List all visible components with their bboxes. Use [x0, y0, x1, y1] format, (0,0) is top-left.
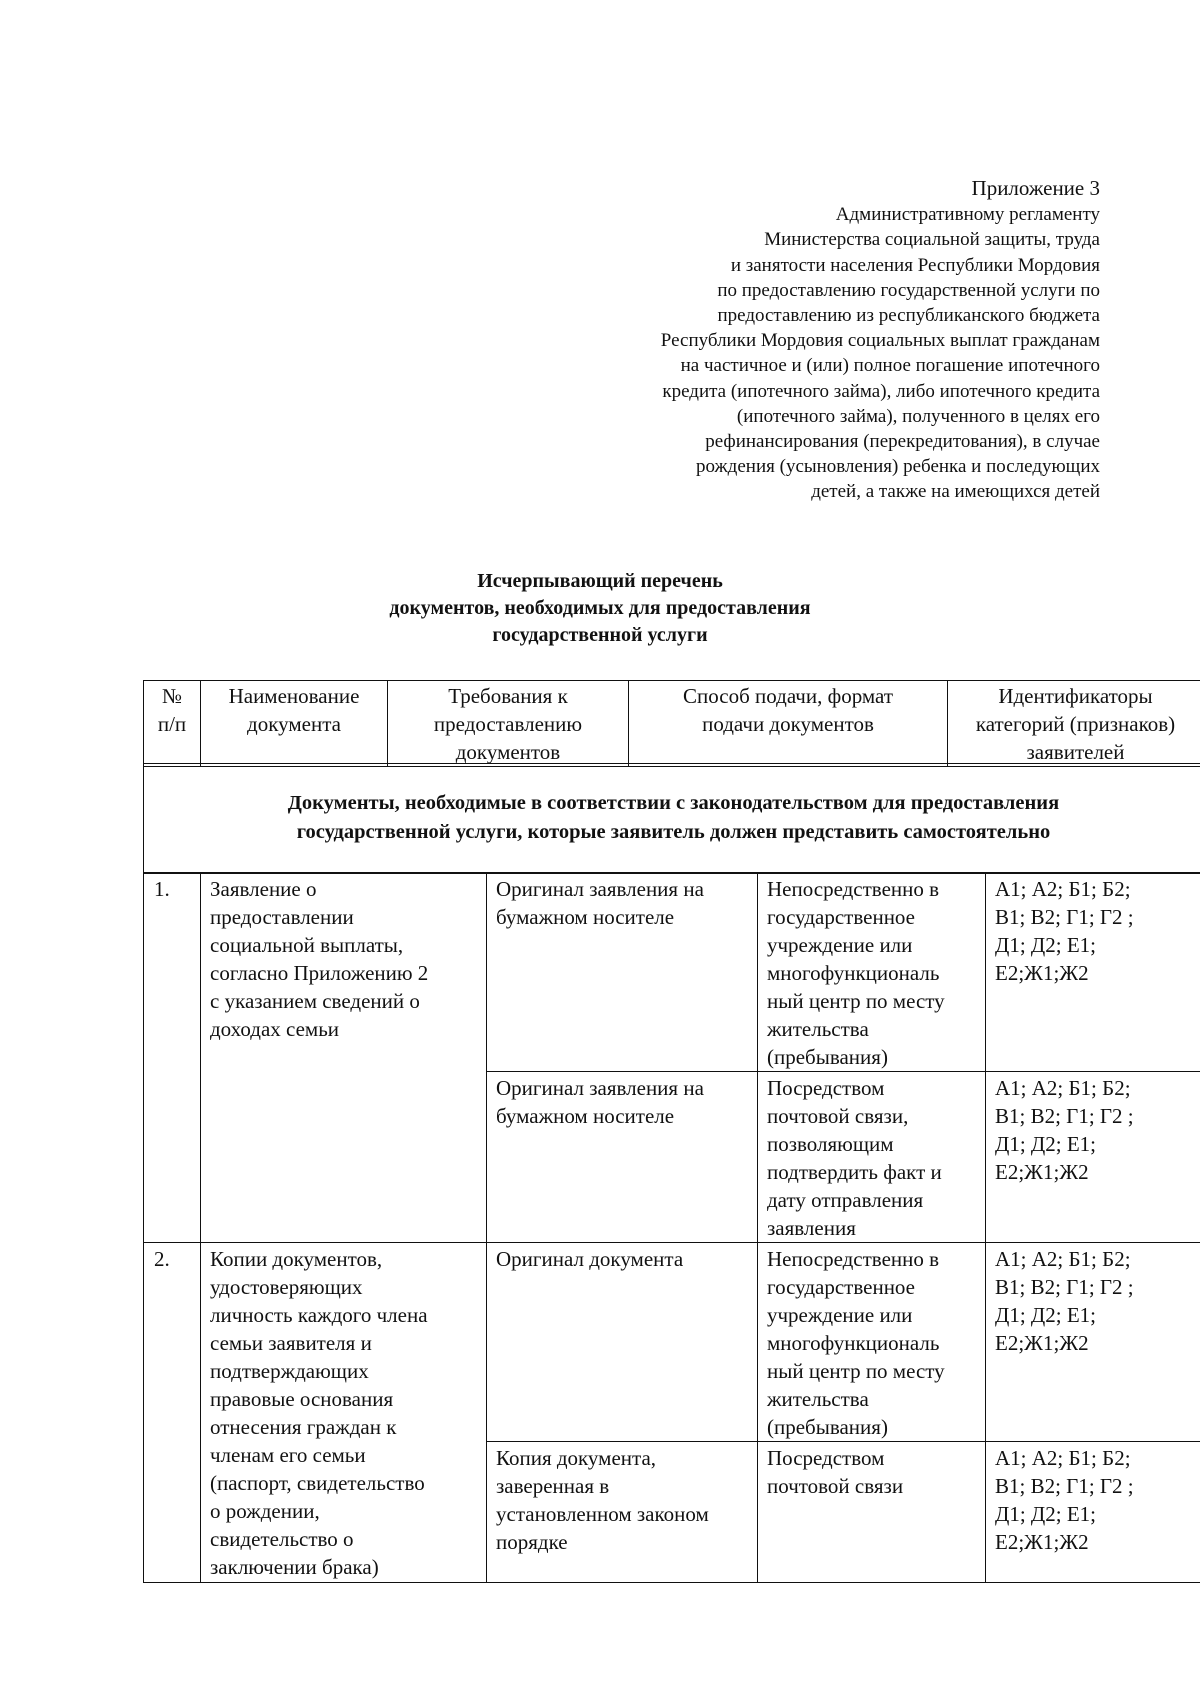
applicant-identifiers: А1; А2; Б1; Б2; В1; В2; Г1; Г2 ; Д1; Д2; Е1; Е2;Ж1;Ж2: [986, 1072, 1200, 1243]
submission-method: Посредством почтовой связи, позволяющим подтвердить факт и дату отправления заявления: [758, 1072, 986, 1243]
appendix-line: Министерства социальной защиты, труда: [764, 229, 1100, 251]
submission-method: Посредством почтовой связи: [758, 1442, 986, 1583]
title-line: Исчерпывающий перечень: [477, 570, 723, 592]
header-cell-method: Способ подачи, формат подачи документов: [629, 681, 948, 767]
appendix-line: детей, а также на имеющихся детей: [811, 481, 1100, 503]
section-heading-table: [143, 763, 1200, 874]
header-cell-requirements: Требования к предоставлению документов: [388, 681, 629, 767]
appendix-line: Республики Мордовия социальных выплат гражданам: [660, 330, 1100, 352]
title-line: документов, необходимых для предоставления: [389, 597, 811, 619]
row-number: 1.: [144, 873, 201, 1243]
appendix-line: на частичное и (или) полное погашение ипотечного: [680, 355, 1100, 377]
row-number: 2.: [144, 1243, 201, 1583]
section-heading: Документы, необходимые в соответствии с законодательством для предоставления государственной услуги, которые заявитель должен представить самостоятельно: [144, 764, 1200, 874]
table-header: [143, 680, 1200, 767]
appendix-line: кредита (ипотечного займа), либо ипотечного кредита: [662, 380, 1100, 402]
appendix-line: рефинансирования (перекредитования), в случае: [705, 431, 1100, 453]
appendix-line: и занятости населения Республики Мордовия: [730, 254, 1100, 276]
documents-table: [143, 872, 1200, 1583]
appendix-note: [480, 176, 1100, 505]
table-row: [144, 873, 1200, 1072]
document-requirement: Оригинал документа: [487, 1243, 758, 1442]
applicant-identifiers: А1; А2; Б1; Б2; В1; В2; Г1; Г2 ; Д1; Д2; Е1; Е2;Ж1;Ж2: [986, 873, 1200, 1072]
document-requirement: Оригинал заявления на бумажном носителе: [487, 873, 758, 1072]
table-row: [144, 1243, 1200, 1442]
appendix-line: Административному регламенту: [835, 204, 1100, 226]
document-requirement: Копия документа, заверенная в установленном законом порядке: [487, 1442, 758, 1583]
document-name: Заявление о предоставлении социальной выплаты, согласно Приложению 2 с указанием сведений о доходах семьи: [201, 873, 487, 1243]
submission-method: Непосредственно в государственное учреждение или многофункциональ ный центр по месту жительства (пребывания): [758, 1243, 986, 1442]
header-cell-name: Наименование документа: [201, 681, 388, 767]
applicant-identifiers: А1; А2; Б1; Б2; В1; В2; Г1; Г2 ; Д1; Д2; Е1; Е2;Ж1;Ж2: [986, 1442, 1200, 1583]
document-name: Копии документов, удостоверяющих личность каждого члена семьи заявителя и подтверждающих правовые основания отнесения граждан к членам его семьи (паспорт, свидетельство о рождении, свидетельство о заключении брака): [201, 1243, 487, 1583]
applicant-identifiers: А1; А2; Б1; Б2; В1; В2; Г1; Г2 ; Д1; Д2; Е1; Е2;Ж1;Ж2: [986, 1243, 1200, 1442]
header-cell-number: № п/п: [144, 681, 201, 767]
appendix-line: по предоставлению государственной услуги по: [717, 279, 1100, 301]
appendix-line: рождения (усыновления) ребенка и последующих: [696, 456, 1100, 478]
appendix-line: Приложение 3: [971, 176, 1100, 200]
appendix-line: предоставлению из республиканского бюджета: [717, 305, 1100, 327]
document-title: [0, 568, 1200, 649]
document-requirement: Оригинал заявления на бумажном носителе: [487, 1072, 758, 1243]
header-cell-identifiers: Идентификаторы категорий (признаков) заявителей: [948, 681, 1200, 767]
submission-method: Непосредственно в государственное учреждение или многофункциональ ный центр по месту жительства (пребывания): [758, 873, 986, 1072]
title-line: государственной услуги: [492, 624, 708, 646]
appendix-line: (ипотечного займа), полученного в целях его: [736, 405, 1100, 427]
